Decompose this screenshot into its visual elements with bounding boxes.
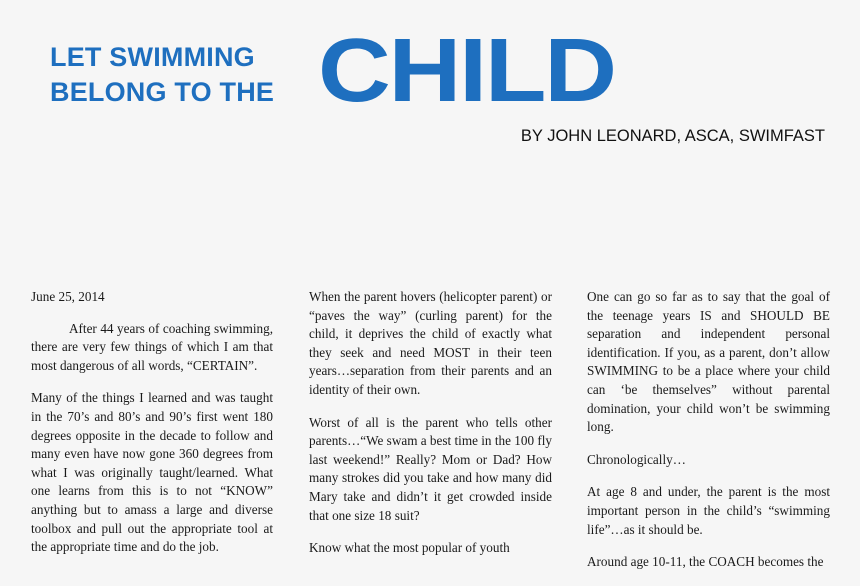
title-big: CHILD [318,21,615,121]
title-line-2: BELONG TO THE [50,77,275,107]
title-small [50,40,274,110]
paragraph: Worst of all is the parent who tells other parents…“We swam a best time in the 100 fly last weekend!” Really? Mom or Dad? How many strokes did you take and how many did Mary take and didn’t it get crowded inside that one size 18 suit? [309,414,552,523]
paragraph: Many of the things I learned and was taught in the 70’s and 80’s and 90’s first went 180 degrees opposite in the decade to follow and many even have now gone 360 degrees from what I was originally taught/learned. What one learns from this is to not “KNOW” anything but to amass a large and diverse toolbox and pull out the appropriate tool at the appropriate time and do the job. [31,390,273,555]
paragraph: At age 8 and under, the parent is the most important person in the child’s “swimming life”…as it should be. [587,484,830,537]
article-column-2 [309,288,552,572]
paragraph: Chronologically… [587,451,686,467]
paragraph: Around age 10-11, the COACH becomes the [587,554,824,570]
article-column-1 [31,288,273,571]
article-date: June 25, 2014 [31,289,105,304]
paragraph: After 44 years of coaching swimming, there are very few things of which I am that most dangerous of all words, “CERTAIN”. [31,320,273,373]
paragraph: Know what the most popular of youth [309,540,510,556]
paragraph: One can go so far as to say that the goal of the teenage years IS and SHOULD BE separation and independent personal identification. If you, as a parent, don’t allow SWIMMING to be a place where your child can ‘be themselves” without parental domination, your child won’t be swimming long. [587,289,830,435]
article-column-3 [587,288,830,586]
paragraph: When the parent hovers (helicopter parent) or “paves the way” (curling parent) for the child, it deprives the child of exactly what they seek and need MOST in their teen years…separation from their parents and an identity of their own. [309,289,552,397]
title-line-1: LET SWIMMING [50,42,255,72]
byline: BY JOHN LEONARD, ASCA, SWIMFAST [520,127,825,145]
